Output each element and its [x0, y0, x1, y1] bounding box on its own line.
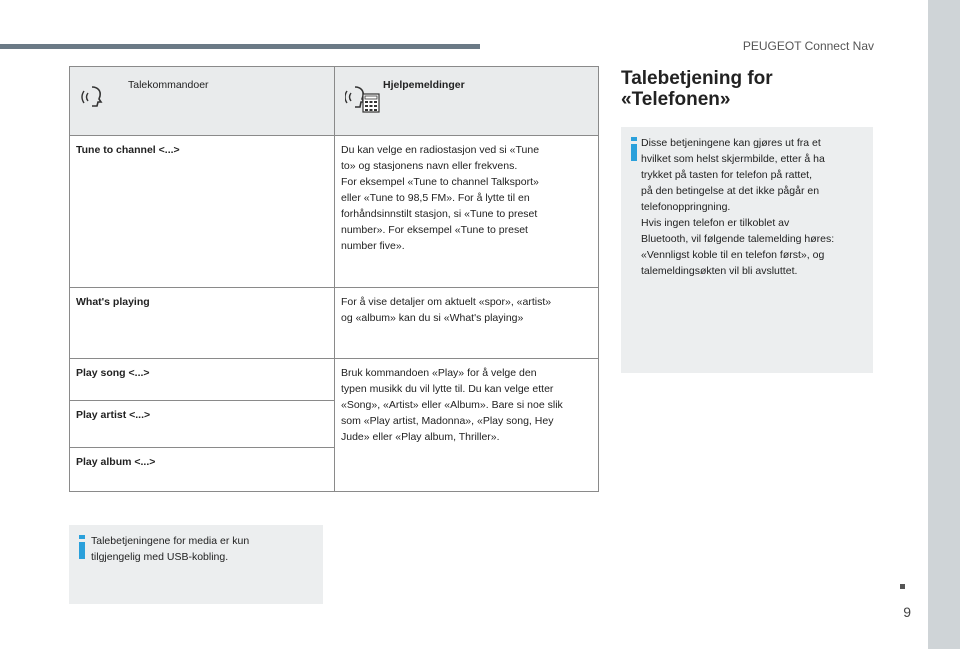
page-edge-band — [928, 0, 960, 649]
brand-label: PEUGEOT Connect Nav — [742, 39, 874, 53]
command-cell: Play album <...> — [70, 448, 335, 492]
voice-keypad-icon — [345, 83, 381, 115]
help-cell: For å vise detaljer om aktuelt «spor», «artist» og «album» kan du si «What's playing» — [335, 288, 599, 359]
help-cell: Bruk kommandoen «Play» for å velge den typen musikk du vil lytte til. Du kan velge etter «Song», «Artist» eller «Album». Bare si noe slik som «Play artist, Madonna», «Play song, Hey Jude» eller «Play album, Thriller». — [335, 359, 599, 492]
command-cell: Tune to channel <...> — [70, 136, 335, 288]
media-note-text: Talebetjeningene for media er kun tilgjengelig med USB-kobling. — [91, 535, 250, 563]
info-icon — [631, 137, 637, 161]
help-cell: Du kan velge en radiostasjon ved si «Tune to» og stasjonens navn eller frekvens. For eksempel «Tune to channel Talksport» eller «Tune to 98,5 FM». For å lytte til en forhåndsinnstilt stasjon, si «Tune to preset number». For eksempel «Tune to preset number five». — [335, 136, 599, 288]
section-title: Talebetjening for «Telefonen» — [621, 68, 773, 110]
column-header-help — [335, 67, 599, 136]
table-row — [70, 359, 599, 401]
phone-note-text: Disse betjeningene kan gjøres ut fra et hvilket som helst skjermbilde, etter å ha trykket på tasten for telefon på rattet, på den betingelse at det ikke pågår en telefonoppringning. Hvis ingen telefon er tilkoblet av Bluetooth, vil følgende talemelding høres: «Vennligst koble til en telefon først», og talemeldingsøkten vil bli avsluttet. — [641, 137, 835, 277]
column-header-help-label: Hjelpemeldinger — [383, 79, 465, 91]
page-number: 9 — [903, 604, 911, 620]
table-row — [70, 136, 599, 288]
phone-note-box — [621, 127, 873, 373]
page-marker — [900, 584, 905, 589]
command-cell: Play song <...> — [70, 359, 335, 401]
media-note-box — [69, 525, 323, 604]
info-icon — [79, 535, 85, 559]
column-header-commands — [70, 67, 335, 136]
command-cell: Play artist <...> — [70, 401, 335, 448]
command-cell: What's playing — [70, 288, 335, 359]
top-rule — [0, 44, 480, 49]
voice-head-icon — [80, 83, 106, 109]
voice-command-table — [69, 66, 599, 492]
column-header-commands-label: Talekommandoer — [128, 79, 209, 91]
table-row — [70, 288, 599, 359]
